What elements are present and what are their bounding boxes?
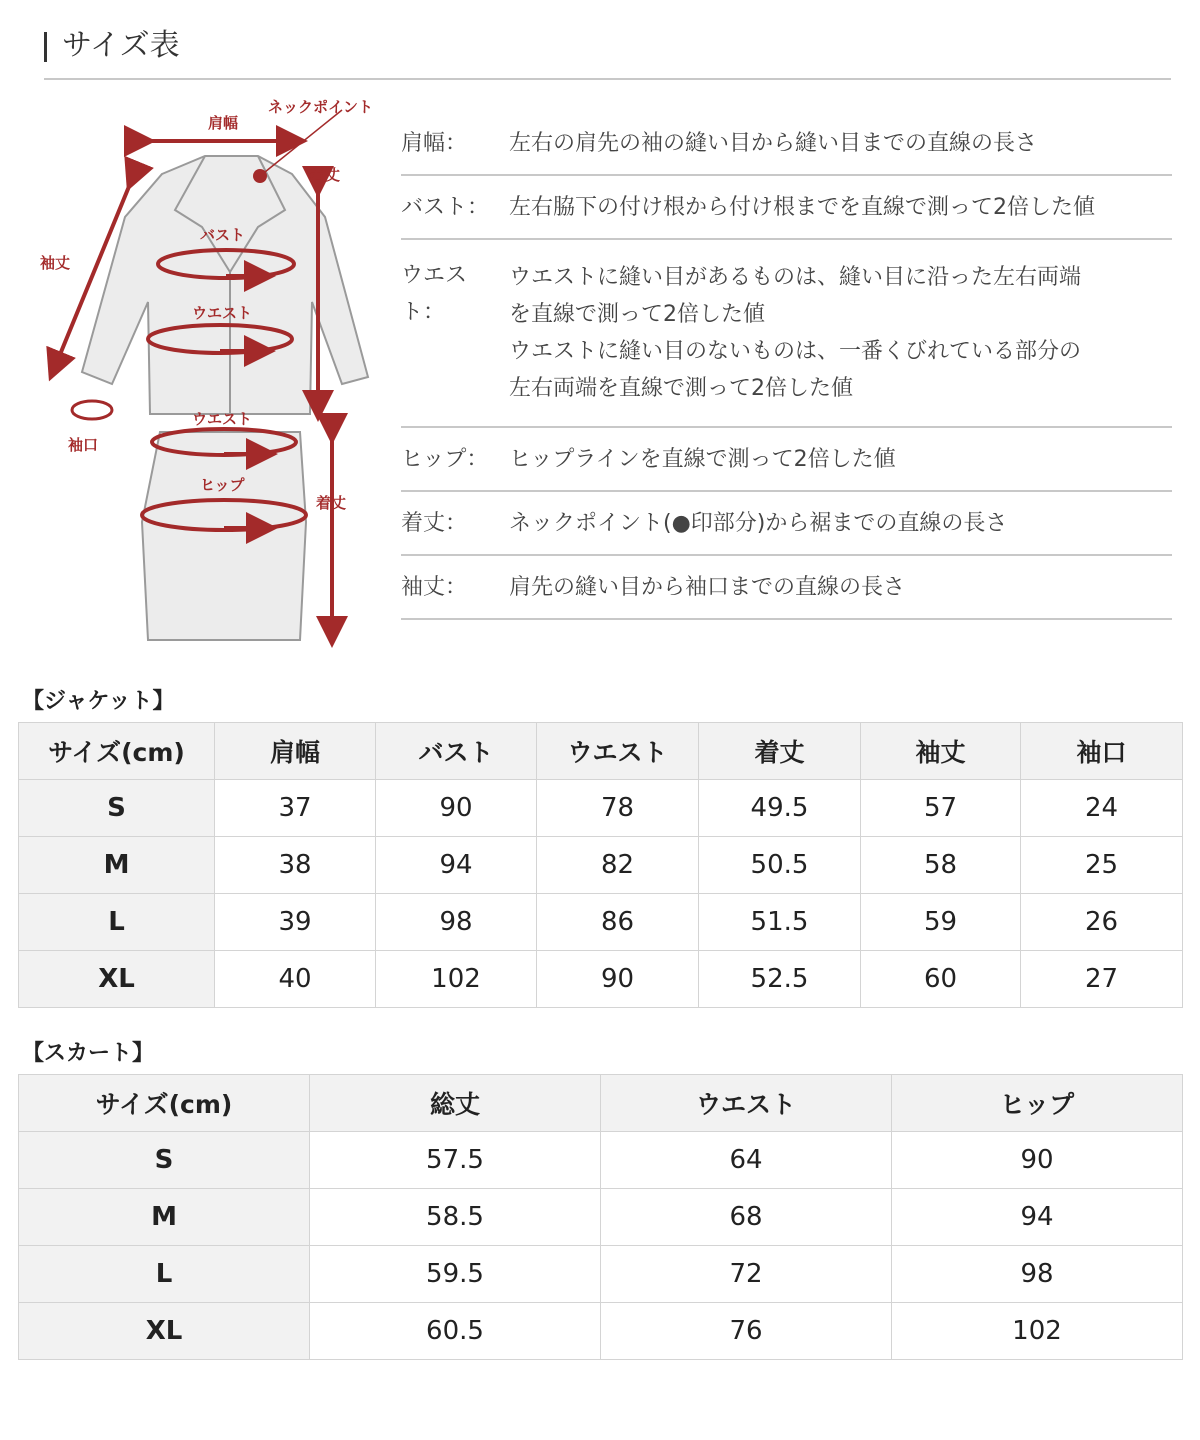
definition-term: 袖丈： xyxy=(401,574,468,600)
table-cell: 57 xyxy=(861,780,1021,837)
table-cell: 52.5 xyxy=(699,951,861,1008)
table-row xyxy=(19,894,1183,951)
label-sleeve: 袖丈 xyxy=(40,254,71,272)
label-skirt-waist: ウエスト xyxy=(192,410,253,428)
jacket-section-label: 【ジャケット】 xyxy=(22,689,175,714)
definition-row xyxy=(401,112,1172,176)
table-cell: 68 xyxy=(601,1189,892,1246)
definition-line: ウエストに縫い目があるものは、縫い目に沿った左右両端 xyxy=(509,265,1082,290)
table-header-row xyxy=(19,1075,1183,1132)
definition-line: ウエストに縫い目のないものは、一番くびれている部分の xyxy=(509,339,1082,364)
definition-row xyxy=(401,428,1172,492)
table-cell: 39 xyxy=(215,894,376,951)
label-neck-point: ネックポイント xyxy=(268,98,374,116)
table-cell: 90 xyxy=(376,780,537,837)
cuff-ellipse xyxy=(72,401,112,419)
table-row xyxy=(19,951,1183,1008)
definition-text xyxy=(509,259,1172,407)
column-header: 肩幅 xyxy=(215,723,376,780)
label-bust: バスト xyxy=(200,226,246,244)
definition-term: ヒップ： xyxy=(401,446,489,472)
column-header: 袖丈 xyxy=(861,723,1021,780)
skirt-shape xyxy=(142,432,306,640)
table-cell: 78 xyxy=(537,780,699,837)
column-header: サイズ(cm) xyxy=(19,723,215,780)
definition-text xyxy=(509,189,1172,226)
table-cell: 49.5 xyxy=(699,780,861,837)
definition-line: 肩先の縫い目から袖口までの直線の長さ xyxy=(509,574,906,600)
table-cell: 98 xyxy=(892,1246,1183,1303)
label-hip: ヒップ xyxy=(200,476,245,494)
table-cell: 102 xyxy=(376,951,537,1008)
measurement-definitions xyxy=(401,112,1172,620)
column-header: ウエスト xyxy=(601,1075,892,1132)
size-cell: L xyxy=(19,1246,310,1303)
definition-term: 肩幅： xyxy=(401,130,468,156)
page-title: サイズ表 xyxy=(62,28,180,63)
table-cell: 51.5 xyxy=(699,894,861,951)
definition-term: ウエスト： xyxy=(401,263,468,325)
table-cell: 24 xyxy=(1021,780,1183,837)
column-header: 袖口 xyxy=(1021,723,1183,780)
table-cell: 90 xyxy=(892,1132,1183,1189)
definition-row xyxy=(401,176,1172,240)
table-cell: 40 xyxy=(215,951,376,1008)
size-cell: M xyxy=(19,837,215,894)
table-cell: 98 xyxy=(376,894,537,951)
column-header: 総丈 xyxy=(310,1075,601,1132)
definition-line: 左右の肩先の袖の縫い目から縫い目までの直線の長さ xyxy=(509,130,1038,156)
table-cell: 82 xyxy=(537,837,699,894)
size-cell: XL xyxy=(19,951,215,1008)
skirt-size-table xyxy=(18,1074,1183,1360)
label-waist: ウエスト xyxy=(192,304,253,322)
table-cell: 37 xyxy=(215,780,376,837)
size-cell: XL xyxy=(19,1303,310,1360)
size-cell: S xyxy=(19,780,215,837)
table-cell: 25 xyxy=(1021,837,1183,894)
table-cell: 59.5 xyxy=(310,1246,601,1303)
jacket-size-table xyxy=(18,722,1183,1008)
definition-term: バスト： xyxy=(401,194,490,220)
table-row xyxy=(19,1189,1183,1246)
definition-text xyxy=(509,569,1172,606)
definition-line: を直線で測って2倍した値 xyxy=(509,302,765,327)
page-header xyxy=(44,26,1171,80)
table-cell: 60 xyxy=(861,951,1021,1008)
title-accent-bar xyxy=(44,32,47,62)
definition-text xyxy=(509,441,1172,478)
table-row xyxy=(19,780,1183,837)
skirt-section-label: 【スカート】 xyxy=(22,1041,155,1066)
table-header-row xyxy=(19,723,1183,780)
table-cell: 94 xyxy=(892,1189,1183,1246)
column-header: ウエスト xyxy=(537,723,699,780)
definition-line: 左右脇下の付け根から付け根までを直線で測って2倍した値 xyxy=(509,194,1095,220)
table-cell: 76 xyxy=(601,1303,892,1360)
label-cuff: 袖口 xyxy=(68,436,99,454)
definition-row xyxy=(401,556,1172,620)
table-cell: 26 xyxy=(1021,894,1183,951)
column-header: ヒップ xyxy=(892,1075,1183,1132)
table-cell: 86 xyxy=(537,894,699,951)
table-cell: 27 xyxy=(1021,951,1183,1008)
table-cell: 58 xyxy=(861,837,1021,894)
table-cell: 38 xyxy=(215,837,376,894)
label-skirt-length: 着丈 xyxy=(316,494,347,512)
definition-line: ヒップラインを直線で測って2倍した値 xyxy=(509,446,896,472)
table-cell: 60.5 xyxy=(310,1303,601,1360)
definition-text xyxy=(509,125,1172,162)
table-cell: 50.5 xyxy=(699,837,861,894)
column-header: サイズ(cm) xyxy=(19,1075,310,1132)
table-row xyxy=(19,837,1183,894)
table-row xyxy=(19,1246,1183,1303)
size-cell: L xyxy=(19,894,215,951)
table-cell: 64 xyxy=(601,1132,892,1189)
table-cell: 58.5 xyxy=(310,1189,601,1246)
definition-row xyxy=(401,240,1172,428)
table-cell: 72 xyxy=(601,1246,892,1303)
definition-row xyxy=(401,492,1172,556)
size-cell: M xyxy=(19,1189,310,1246)
table-cell: 94 xyxy=(376,837,537,894)
definition-line: 左右両端を直線で測って2倍した値 xyxy=(509,376,853,401)
definition-text xyxy=(509,505,1172,542)
label-shoulder: 肩幅 xyxy=(208,114,239,132)
table-cell: 57.5 xyxy=(310,1132,601,1189)
measurement-diagram xyxy=(30,92,392,648)
definition-line: ネックポイント(●印部分)から裾までの直線の長さ xyxy=(509,510,1008,536)
table-row xyxy=(19,1303,1183,1360)
size-cell: S xyxy=(19,1132,310,1189)
definition-term: 着丈： xyxy=(401,510,468,536)
table-cell: 90 xyxy=(537,951,699,1008)
table-cell: 59 xyxy=(861,894,1021,951)
column-header: バスト xyxy=(376,723,537,780)
table-row xyxy=(19,1132,1183,1189)
label-jacket-length: 着丈 xyxy=(310,166,341,184)
column-header: 着丈 xyxy=(699,723,861,780)
table-cell: 102 xyxy=(892,1303,1183,1360)
